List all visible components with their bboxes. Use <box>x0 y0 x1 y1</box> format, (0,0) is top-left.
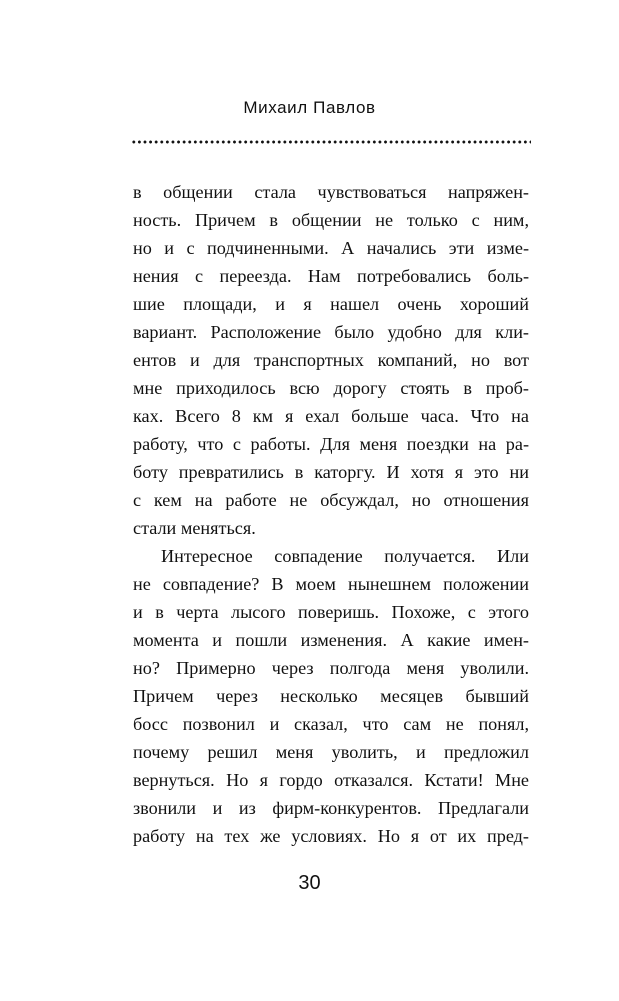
text-line: и в черта лысого поверишь. Похоже, с этого <box>133 602 529 622</box>
text-line: нения с переезда. Нам потребовались боль- <box>133 266 529 286</box>
text-line: босс позвонил и сказал, что сам не понял, <box>133 714 529 734</box>
text-line: почему решил меня уволить, и предложил <box>133 742 529 762</box>
text-line: работу, что с работы. Для меня поездки на ра- <box>133 434 529 454</box>
text-line: в общении стала чувствоваться напряжен- <box>133 182 529 202</box>
text-line: с кем на работе не обсуждал, но отношения <box>133 490 529 510</box>
text-line: шие площади, и я нашел очень хороший <box>133 294 529 314</box>
text-line: боту превратились в каторгу. И хотя я это ни <box>133 462 529 482</box>
text-line: мне приходилось всю дорогу стоять в проб- <box>133 378 529 398</box>
text-line: ентов и для транспортных компаний, но вот <box>133 350 529 370</box>
text-line: ность. Причем в общении не только с ним, <box>133 210 529 230</box>
text-line: звонили и из фирм-конкурентов. Предлагали <box>133 798 529 818</box>
text-line: но и с подчиненными. А начались эти изме- <box>133 238 529 258</box>
text-line: стали меняться. <box>133 518 256 538</box>
text-line: вариант. Расположение было удобно для кли- <box>133 322 529 342</box>
text-line: ках. Всего 8 км я ехал больше часа. Что на <box>133 406 529 426</box>
running-header: Михаил Павлов <box>243 98 376 117</box>
text-line: Интересное совпадение получается. Или <box>161 546 529 566</box>
dotted-divider <box>131 140 531 144</box>
text-line: момента и пошли изменения. А какие имен- <box>133 630 529 650</box>
text-line: не совпадение? В моем нынешнем положении <box>133 574 529 594</box>
body-text <box>133 178 529 850</box>
text-line: работу на тех же условиях. Но я от их пред- <box>133 826 529 846</box>
page-number: 30 <box>298 872 321 894</box>
text-line: вернуться. Но я гордо отказался. Кстати! Мне <box>133 770 529 790</box>
text-line: но? Примерно через полгода меня уволили. <box>133 658 529 678</box>
text-line: Причем через несколько месяцев бывший <box>133 686 529 706</box>
